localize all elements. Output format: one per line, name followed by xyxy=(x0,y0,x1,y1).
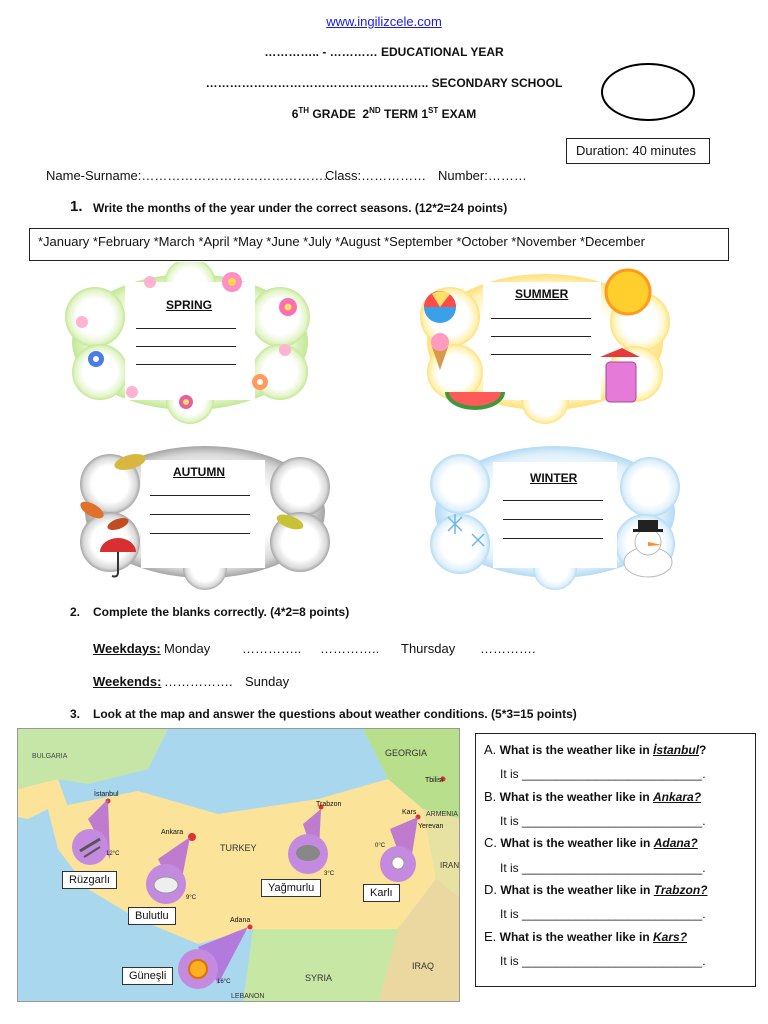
map-label-rainy: Yağmurlu xyxy=(261,879,321,897)
section3-number: 3. xyxy=(70,707,81,721)
question-b: B. What is the weather like in Ankara? xyxy=(484,789,702,804)
weekdays-label: Weekdays: xyxy=(93,641,161,656)
spring-label: SPRING xyxy=(166,298,213,312)
section1-instruction: Write the months of the year under the correct seasons. (12*2=24 points) xyxy=(93,201,508,215)
snow-icon xyxy=(392,857,404,869)
season-illustrations xyxy=(0,262,768,592)
school-name: ……………………………………………….. SECONDARY SCHOOL xyxy=(205,76,563,90)
map-city-ankara: Ankara xyxy=(161,829,184,836)
map-label-windy: Rüzgarlı xyxy=(62,871,117,889)
map-city-yerevan: Yerevan xyxy=(418,823,444,830)
question-d: D. What is the weather like in Trabzon? xyxy=(484,882,708,897)
map-label-cloudy: Bulutlu xyxy=(128,907,176,925)
map-country-syria: SYRIA xyxy=(305,973,333,983)
question-e: E. What is the weather like in Kars? xyxy=(484,929,688,944)
weekday-monday: Monday xyxy=(164,641,211,656)
watermelon-icon xyxy=(445,392,505,410)
questions-box xyxy=(475,733,756,987)
winter-answer-line-3[interactable] xyxy=(503,538,603,539)
weekday-blank-3[interactable]: …………. xyxy=(480,641,536,656)
drink-icon xyxy=(600,348,640,402)
winter-answer-line-2[interactable] xyxy=(503,519,603,520)
autumn-answer-line-3[interactable] xyxy=(150,533,250,534)
months-box: *January *February *March *April *May *June *July *August *September *October *November *December xyxy=(29,228,729,261)
map-country-lebanon: LEBANON xyxy=(231,993,265,1000)
answer-b[interactable]: It is ___________________________. xyxy=(500,814,706,828)
weekend-blank[interactable]: ……………. xyxy=(164,674,233,689)
map-temp-ankara: 9°C xyxy=(186,895,197,901)
winter-cloud xyxy=(430,446,680,590)
summer-label: SUMMER xyxy=(515,287,569,301)
autumn-answer-line-1[interactable] xyxy=(150,495,250,496)
summer-answer-line-3[interactable] xyxy=(491,354,591,355)
answer-c[interactable]: It is ___________________________. xyxy=(500,861,706,875)
section2-instruction: Complete the blanks correctly. (4*2=8 points) xyxy=(93,605,350,619)
map-label-sunny: Güneşli xyxy=(122,967,173,985)
name-surname-field[interactable]: Name-Surname:…………………………………….. xyxy=(46,168,331,183)
map-country-iraq: IRAQ xyxy=(412,961,435,971)
cloud-icon xyxy=(154,877,178,893)
spring-cloud xyxy=(65,262,310,424)
map-temp-trabzon: 3°C xyxy=(324,871,335,877)
class-field[interactable]: Class:…………… xyxy=(325,168,427,183)
map-temp-kars: 0°C xyxy=(375,843,386,849)
map-city-tbilisi: Tbilisi xyxy=(425,777,443,784)
weekend-sunday: Sunday xyxy=(245,674,290,689)
map-country-georgia: GEORGIA xyxy=(385,748,428,758)
map-country-armenia: ARMENIA xyxy=(426,811,458,818)
map-country-turkey: TURKEY xyxy=(220,843,257,853)
weekday-blank-1[interactable]: ………….. xyxy=(242,641,302,656)
rain-icon xyxy=(296,845,320,861)
winter-answer-line-1[interactable] xyxy=(503,500,603,501)
answer-e[interactable]: It is ___________________________. xyxy=(500,954,706,968)
section1-number: 1. xyxy=(70,198,83,215)
map-temp-istanbul: 12°C xyxy=(106,851,120,857)
weekday-blank-2[interactable]: ………….. xyxy=(320,641,380,656)
website-link[interactable]: www.ingilizcele.com xyxy=(326,14,442,29)
educational-year: ………….. - ………… EDUCATIONAL YEAR xyxy=(264,45,504,59)
winter-label: WINTER xyxy=(530,471,578,485)
weather-map xyxy=(17,728,460,1002)
sun-icon xyxy=(189,960,207,978)
answer-a[interactable]: It is ___________________________. xyxy=(500,767,706,781)
weekends-row xyxy=(93,674,161,689)
weekends-label: Weekends: xyxy=(93,674,162,689)
summer-answer-line-1[interactable] xyxy=(491,318,591,319)
duration-box: Duration: 40 minutes xyxy=(566,138,710,164)
weekdays-row xyxy=(93,641,161,656)
sun-icon xyxy=(606,270,650,314)
section2-number: 2. xyxy=(70,605,81,619)
map-city-adana: Adana xyxy=(230,917,251,924)
spring-answer-line-1[interactable] xyxy=(136,328,236,329)
summer-answer-line-2[interactable] xyxy=(491,336,591,337)
exam-title: 6TH GRADE 2ND TERM 1ST EXAM xyxy=(291,106,477,121)
map-city-trabzon: Trabzon xyxy=(316,801,342,808)
map-label-snowy: Karlı xyxy=(363,884,400,902)
autumn-label: AUTUMN xyxy=(173,465,225,479)
map-country-iran: IRAN xyxy=(440,861,460,870)
spring-answer-line-3[interactable] xyxy=(136,364,236,365)
section3-instruction: Look at the map and answer the questions about weather conditions. (5*3=15 points) xyxy=(93,707,577,721)
question-a: A. What is the weather like in İstanbul? xyxy=(484,742,707,757)
autumn-answer-line-2[interactable] xyxy=(150,514,250,515)
map-city-kars: Kars xyxy=(402,809,417,816)
map-temp-adana: 16°C xyxy=(217,979,231,985)
map-city-istanbul: İstanbul xyxy=(94,791,119,798)
answer-d[interactable]: It is ___________________________. xyxy=(500,907,706,921)
spring-answer-line-2[interactable] xyxy=(136,346,236,347)
number-field[interactable]: Number:……… xyxy=(438,168,527,183)
weekday-thursday: Thursday xyxy=(401,641,456,656)
grade-oval xyxy=(600,62,696,122)
beach-ball-icon xyxy=(424,291,456,323)
question-c: C. What is the weather like in Adana? xyxy=(484,835,698,850)
map-country-bulgaria: BULGARIA xyxy=(32,753,68,760)
